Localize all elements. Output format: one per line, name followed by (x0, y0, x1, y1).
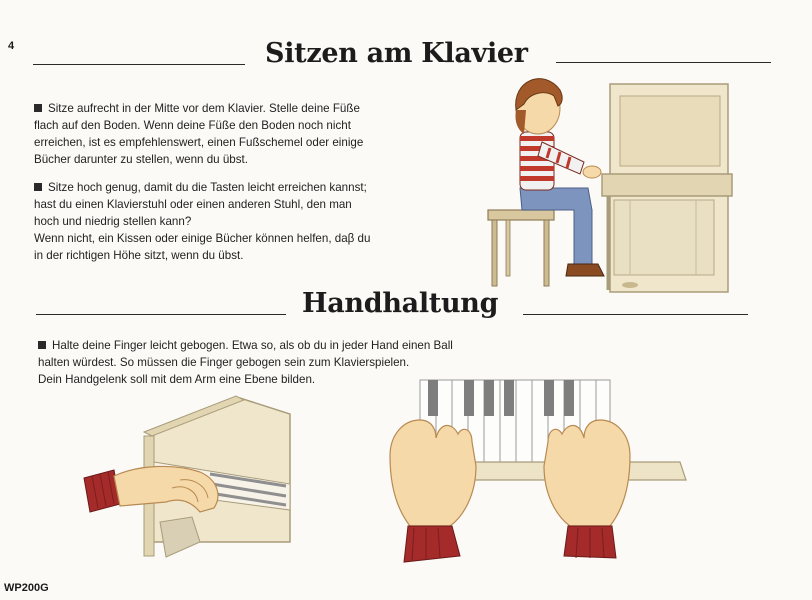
heading-rule-left (33, 64, 245, 65)
bullet-icon (38, 341, 46, 349)
text-line: Sitze hoch genug, damit du die Tasten leicht erreichen kannst; (48, 181, 367, 194)
text-line: Dein Handgelenk soll mit dem Arm eine Ebene bilden. (38, 373, 316, 386)
bullet-icon (34, 183, 42, 191)
section-title-handhaltung: Handhaltung (302, 288, 499, 319)
page-number: 4 (8, 40, 15, 52)
text-line: hoch und niedrig stellen kann? (34, 215, 192, 228)
heading-rule-left (36, 314, 286, 315)
text-line: hast du einen Klavierstuhl oder einen anderen Stuhl, den man (34, 198, 352, 211)
footer-code: WP200G (4, 582, 49, 594)
bullet-icon (34, 104, 42, 112)
text-line: Halte deine Finger leicht gebogen. Etwa so, als ob du in jeder Hand einen Ball (52, 339, 453, 352)
text-line: Wenn nicht, ein Kissen oder einige Bücher können helfen, daβ du (34, 232, 371, 245)
heading-rule-right (556, 62, 771, 63)
text-line: halten würdest. So müssen die Finger gebogen sein zum Klavierspielen. (38, 356, 410, 369)
section-title-sitzen: Sitzen am Klavier (265, 38, 528, 69)
text-line: flach auf den Boden. Wenn deine Füße den Boden noch nicht (34, 119, 351, 132)
child-at-piano-illustration (480, 70, 740, 295)
heading-rule-right (523, 314, 748, 315)
hands-front-view-illustration (380, 376, 690, 566)
hand-side-view-illustration (80, 392, 310, 572)
paragraph-sitting-2 (34, 179, 370, 264)
text-line: Sitze aufrecht in der Mitte vor dem Klavier. Stelle deine Füße (48, 102, 360, 115)
text-line: Bücher darunter zu stellen, wenn du übst. (34, 153, 248, 166)
paragraph-sitting-1 (34, 100, 363, 168)
text-line: erreichen, ist es empfehlenswert, einen Fußschemel oder einige (34, 136, 364, 149)
text-line: in der richtigen Höhe sitzt, wenn du übst. (34, 249, 244, 262)
